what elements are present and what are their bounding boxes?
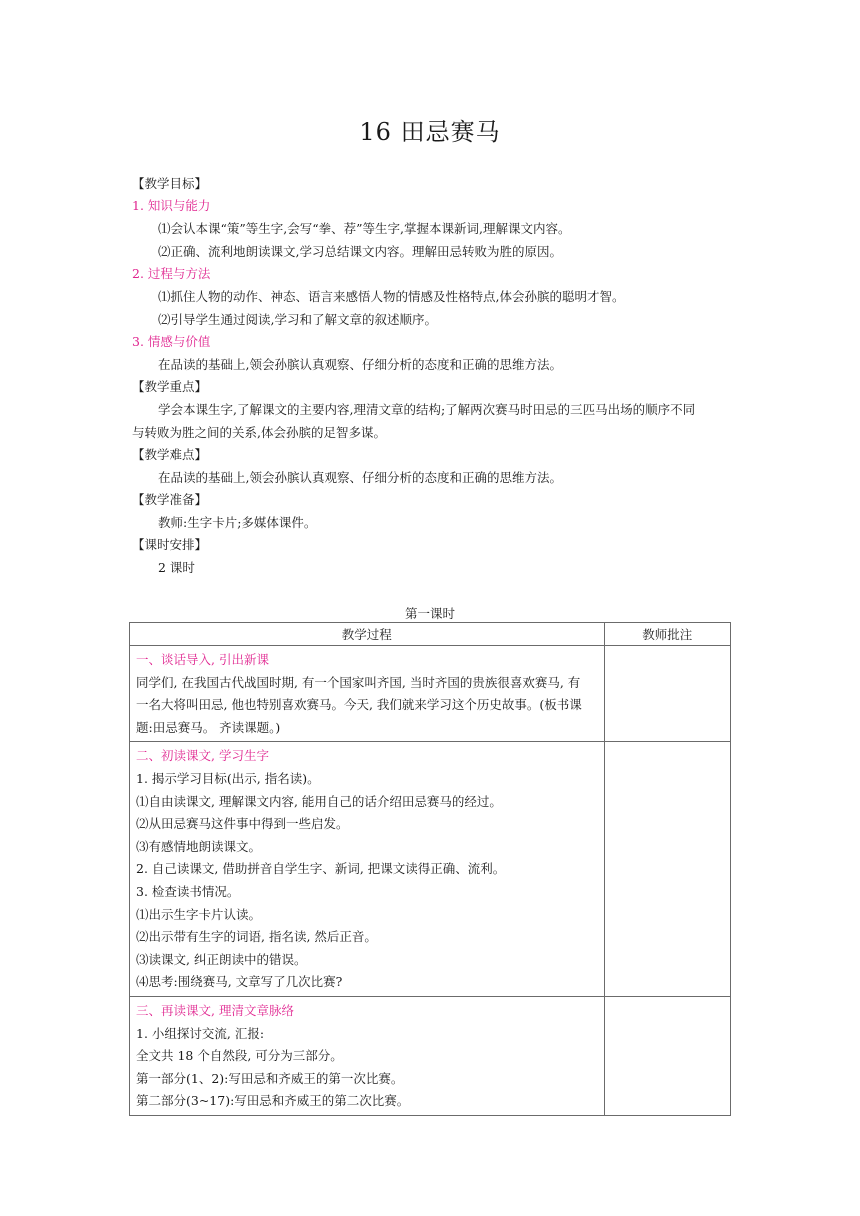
- process-item-1: ⑴抓住人物的动作、神态、语言来感悟人物的情感及性格特点,体会孙膑的聪明才智。: [158, 289, 625, 304]
- section-line: 一名大将叫田忌, 他也特别喜欢赛马。今天, 我们就来学习这个历史故事。(板书课: [136, 697, 582, 713]
- difficulties-text: 在品读的基础上,领会孙膑认真观察、仔细分析的态度和正确的思维方法。: [158, 470, 562, 485]
- section-line: ⑶读课文, 纠正朗读中的错误。: [136, 951, 307, 967]
- section-line: 题:田忌赛马。 齐读课题。): [136, 719, 281, 735]
- schedule-text: 2 课时: [158, 560, 195, 575]
- knowledge-item-1: ⑴会认本课“策”等生字,会写“拳、荐”等生字,掌握本课新词,理解课文内容。: [158, 221, 571, 236]
- section-line: ⑶有感情地朗读课文。: [136, 838, 262, 854]
- schedule-heading: 【课时安排】: [132, 537, 208, 552]
- section-line: 第二部分(3~17):写田忌和齐威王的第二次比赛。: [136, 1093, 410, 1109]
- section-line: 第一部分(1、2):写田忌和齐威王的第一次比赛。: [136, 1070, 404, 1086]
- section-title: 一、谈话导入, 引出新课: [136, 652, 269, 667]
- process-cell: [130, 996, 605, 1115]
- preparation-heading: 【教学准备】: [132, 492, 208, 507]
- notes-cell[interactable]: [604, 646, 730, 742]
- key-points-line-2: 与转败为胜之间的关系,体会孙膑的足智多谋。: [132, 425, 386, 440]
- section-line: 1. 小组探讨交流, 汇报:: [136, 1025, 265, 1041]
- process-item-2: ⑵引导学生通过阅读,学习和了解文章的叙述顺序。: [158, 312, 437, 327]
- section-title: 三、再读课文, 理清文章脉络: [136, 1002, 294, 1018]
- lesson-caption: 第一课时: [404, 606, 455, 621]
- knowledge-item-2: ⑵正确、流利地朗读课文,学习总结课文内容。理解田忌转败为胜的原因。: [158, 244, 562, 259]
- section-line: ⑴自由读课文, 理解课文内容, 能用自己的话介绍田忌赛马的经过。: [136, 793, 502, 809]
- notes-cell[interactable]: [604, 742, 730, 997]
- table-row: [130, 996, 731, 1115]
- section-line: ⑷思考:围绕赛马, 文章写了几次比赛?: [136, 974, 343, 990]
- section-line: 3. 检查读书情况。: [136, 883, 240, 899]
- section-title: 二、初读课文, 学习生字: [136, 748, 269, 764]
- column-header-notes: 教师批注: [604, 623, 730, 646]
- objectives-heading: 【教学目标】: [132, 176, 208, 191]
- section-line: 1. 揭示学习目标(出示, 指名读)。: [136, 770, 320, 786]
- section-line: 2. 自己读课文, 借助拼音自学生字、新词, 把课文读得正确、流利。: [136, 861, 506, 877]
- difficulties-heading: 【教学难点】: [132, 447, 208, 462]
- table-header-row: [130, 623, 731, 646]
- preparation-text: 教师:生字卡片;多媒体课件。: [158, 515, 317, 530]
- table-row: [130, 646, 731, 742]
- notes-cell[interactable]: [604, 996, 730, 1115]
- section-line: 同学们, 在我国古代战国时期, 有一个国家叫齐国, 当时齐国的贵族很喜欢赛马, 有: [136, 674, 581, 690]
- emotion-text: 在品读的基础上,领会孙膑认真观察、仔细分析的态度和正确的思维方法。: [158, 357, 562, 372]
- key-points-heading: 【教学重点】: [132, 379, 208, 394]
- emotion-label: 3. 情感与价值: [132, 334, 211, 349]
- section-line: 全文共 18 个自然段, 可分为三部分。: [136, 1048, 343, 1064]
- key-points-line-1: 学会本课生字,了解课文的主要内容,理清文章的结构;了解两次赛马时田忌的三匹马出场的顺序不同: [158, 402, 696, 417]
- section-line: ⑵出示带有生字的词语, 指名读, 然后正音。: [136, 929, 377, 945]
- process-label: 2. 过程与方法: [132, 266, 211, 281]
- lesson-plan-table: [129, 622, 731, 1116]
- table-row: [130, 742, 731, 997]
- knowledge-label: 1. 知识与能力: [132, 198, 211, 213]
- process-cell: [130, 646, 605, 742]
- process-cell: [130, 742, 605, 997]
- section-line: ⑵从田忌赛马这件事中得到一些启发。: [136, 816, 349, 832]
- section-line: ⑴出示生字卡片认读。: [136, 906, 262, 922]
- column-header-process: 教学过程: [130, 623, 605, 646]
- page-title: 16 田忌赛马: [359, 118, 501, 146]
